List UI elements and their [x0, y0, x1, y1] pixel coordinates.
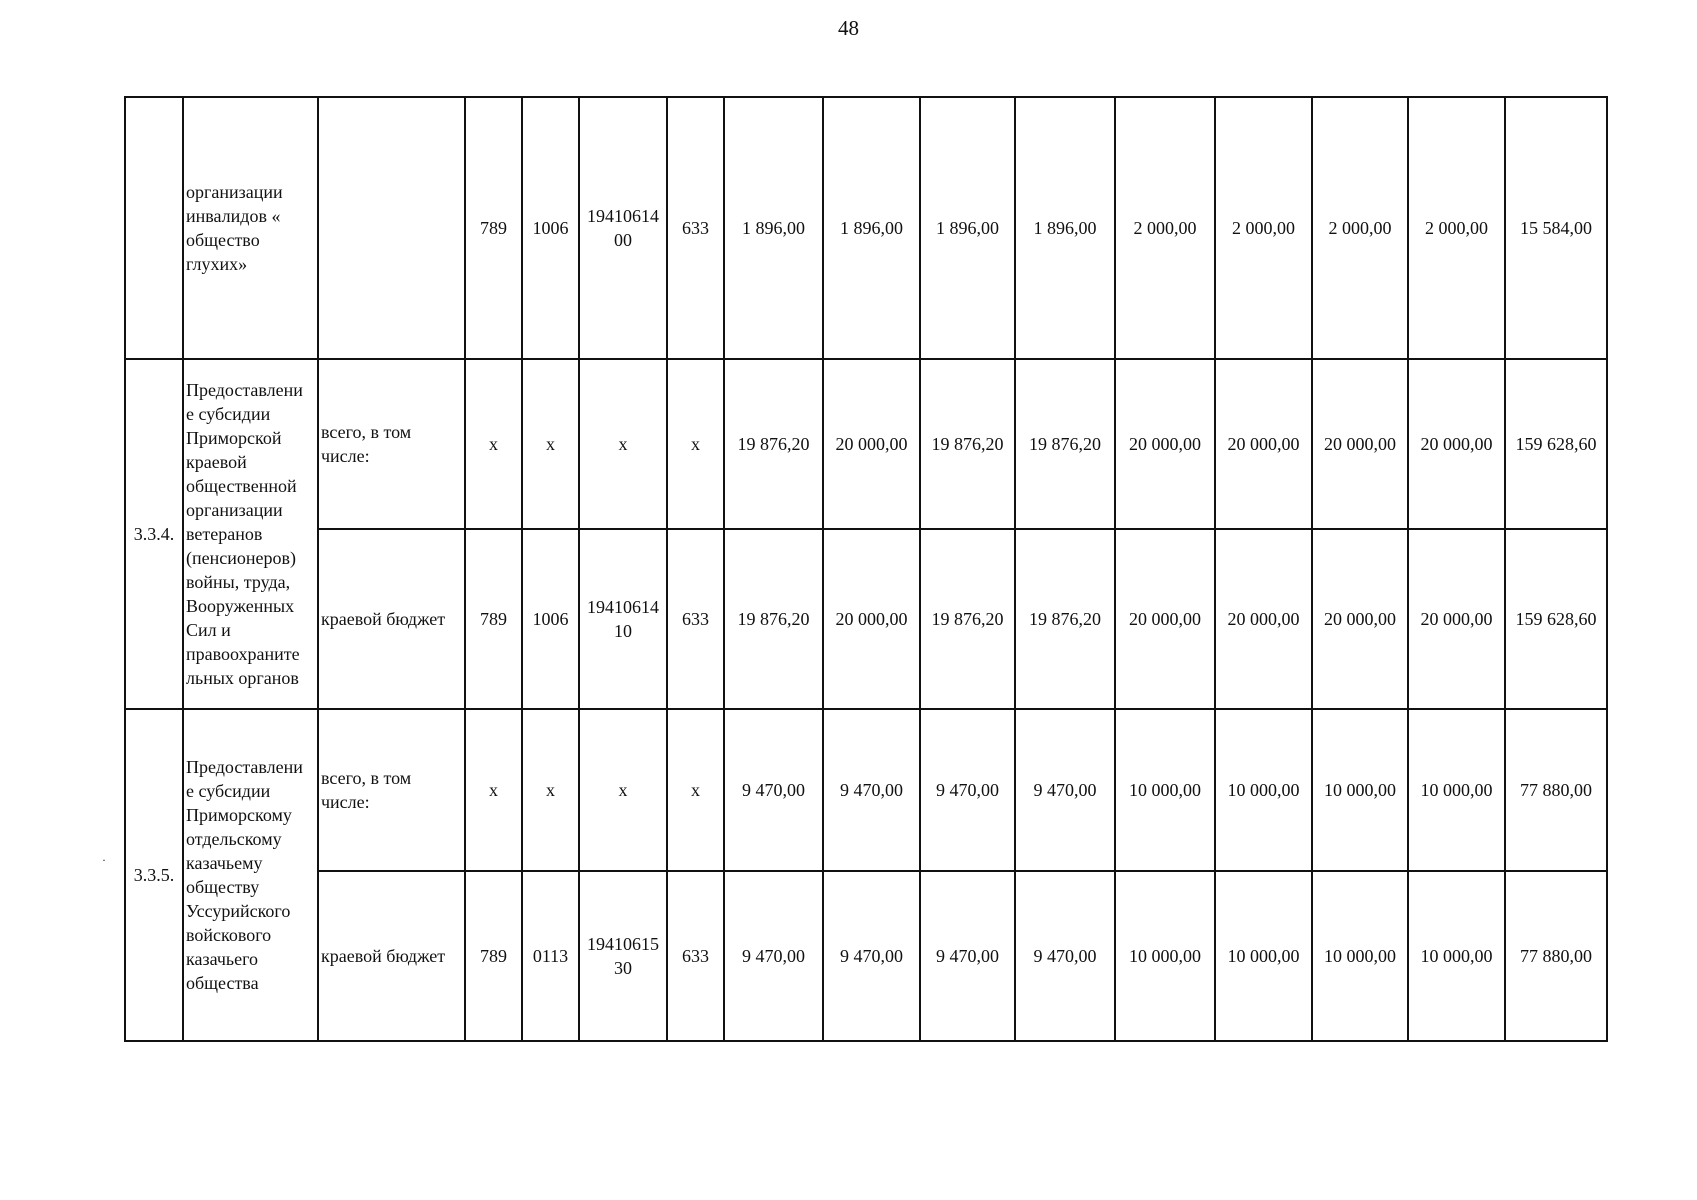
value-cell: 20 000,00 — [1215, 529, 1312, 709]
value-cell: 10 000,00 — [1215, 871, 1312, 1041]
value-cell: 20 000,00 — [1312, 529, 1408, 709]
csr-code-part: 19410614 — [587, 206, 659, 226]
value-cell: 9 470,00 — [920, 709, 1015, 871]
measure-name-cell: Предоставлени е субсидии Приморскому отдельскому казачьему обществу Уссурийского войскового казачьего общества — [183, 709, 318, 1041]
csr-code-part: 19410615 — [587, 934, 659, 954]
value-cell: 20 000,00 — [1115, 359, 1215, 529]
value-cell: 20 000,00 — [1408, 529, 1505, 709]
value-cell: 20 000,00 — [1312, 359, 1408, 529]
value-cell: 1 896,00 — [823, 97, 920, 359]
grbs-cell: x — [465, 359, 522, 529]
funding-source-cell: краевой бюджет — [318, 871, 465, 1041]
value-cell: 9 470,00 — [724, 871, 823, 1041]
total-cell: 15 584,00 — [1505, 97, 1607, 359]
value-cell: 10 000,00 — [1115, 871, 1215, 1041]
index-cell: 3.3.5. — [125, 709, 183, 1041]
rzpr-cell: x — [522, 709, 579, 871]
grbs-cell: 789 — [465, 871, 522, 1041]
value-cell: 9 470,00 — [724, 709, 823, 871]
total-cell: 159 628,60 — [1505, 529, 1607, 709]
value-cell: 10 000,00 — [1115, 709, 1215, 871]
value-cell: 2 000,00 — [1115, 97, 1215, 359]
csr-code-part: 30 — [614, 958, 632, 978]
value-cell: 10 000,00 — [1408, 709, 1505, 871]
value-cell: 2 000,00 — [1408, 97, 1505, 359]
value-cell: 9 470,00 — [823, 709, 920, 871]
vr-cell: x — [667, 359, 724, 529]
value-cell: 2 000,00 — [1312, 97, 1408, 359]
index-cell: 3.3.4. — [125, 359, 183, 709]
measure-name-cell: Предоставлени е субсидии Приморской краевой общественной организации ветеранов (пенсионеров) войны, труда, Вооруженных Сил и правоохраните льных органов — [183, 359, 318, 709]
value-cell: 9 470,00 — [1015, 709, 1115, 871]
value-cell: 19 876,20 — [920, 359, 1015, 529]
csr-code-part: 19410614 — [587, 597, 659, 617]
funding-source-cell: краевой бюджет — [318, 529, 465, 709]
vr-cell: 633 — [667, 871, 724, 1041]
value-cell: 1 896,00 — [724, 97, 823, 359]
value-cell: 9 470,00 — [920, 871, 1015, 1041]
value-cell: 20 000,00 — [823, 529, 920, 709]
rzpr-cell: 0113 — [522, 871, 579, 1041]
vr-cell: 633 — [667, 529, 724, 709]
value-cell: 19 876,20 — [1015, 359, 1115, 529]
grbs-cell: 789 — [465, 97, 522, 359]
table-row — [125, 529, 1607, 709]
csr-cell — [579, 871, 667, 1041]
scan-dot: · — [102, 853, 106, 867]
csr-code-part: 00 — [614, 230, 632, 250]
value-cell: 20 000,00 — [1408, 359, 1505, 529]
value-cell: 20 000,00 — [1215, 359, 1312, 529]
value-cell: 10 000,00 — [1408, 871, 1505, 1041]
total-cell: 159 628,60 — [1505, 359, 1607, 529]
total-cell: 77 880,00 — [1505, 709, 1607, 871]
value-cell: 20 000,00 — [823, 359, 920, 529]
table-row — [125, 709, 1607, 871]
funding-source-cell — [318, 97, 465, 359]
table-row — [125, 871, 1607, 1041]
value-cell: 19 876,20 — [724, 529, 823, 709]
value-cell: 9 470,00 — [823, 871, 920, 1041]
budget-table — [124, 96, 1608, 1042]
rzpr-cell: 1006 — [522, 97, 579, 359]
value-cell: 20 000,00 — [1115, 529, 1215, 709]
page-number: 48 — [838, 16, 859, 40]
csr-code-part: 10 — [614, 621, 632, 641]
value-cell: 19 876,20 — [724, 359, 823, 529]
value-cell: 1 896,00 — [920, 97, 1015, 359]
table-row — [125, 97, 1607, 359]
vr-cell: x — [667, 709, 724, 871]
measure-name-cell: организации инвалидов « общество глухих» — [183, 97, 318, 359]
value-cell: 1 896,00 — [1015, 97, 1115, 359]
value-cell: 10 000,00 — [1215, 709, 1312, 871]
value-cell: 10 000,00 — [1312, 709, 1408, 871]
funding-source-cell: всего, в том числе: — [318, 709, 465, 871]
rzpr-cell: x — [522, 359, 579, 529]
value-cell: 19 876,20 — [1015, 529, 1115, 709]
csr-cell: x — [579, 709, 667, 871]
csr-cell — [579, 97, 667, 359]
funding-source-cell: всего, в том числе: — [318, 359, 465, 529]
csr-cell: x — [579, 359, 667, 529]
vr-cell: 633 — [667, 97, 724, 359]
total-cell: 77 880,00 — [1505, 871, 1607, 1041]
grbs-cell: x — [465, 709, 522, 871]
index-cell — [125, 97, 183, 359]
table-row — [125, 359, 1607, 529]
value-cell: 10 000,00 — [1312, 871, 1408, 1041]
grbs-cell: 789 — [465, 529, 522, 709]
csr-cell — [579, 529, 667, 709]
value-cell: 2 000,00 — [1215, 97, 1312, 359]
value-cell: 9 470,00 — [1015, 871, 1115, 1041]
rzpr-cell: 1006 — [522, 529, 579, 709]
value-cell: 19 876,20 — [920, 529, 1015, 709]
